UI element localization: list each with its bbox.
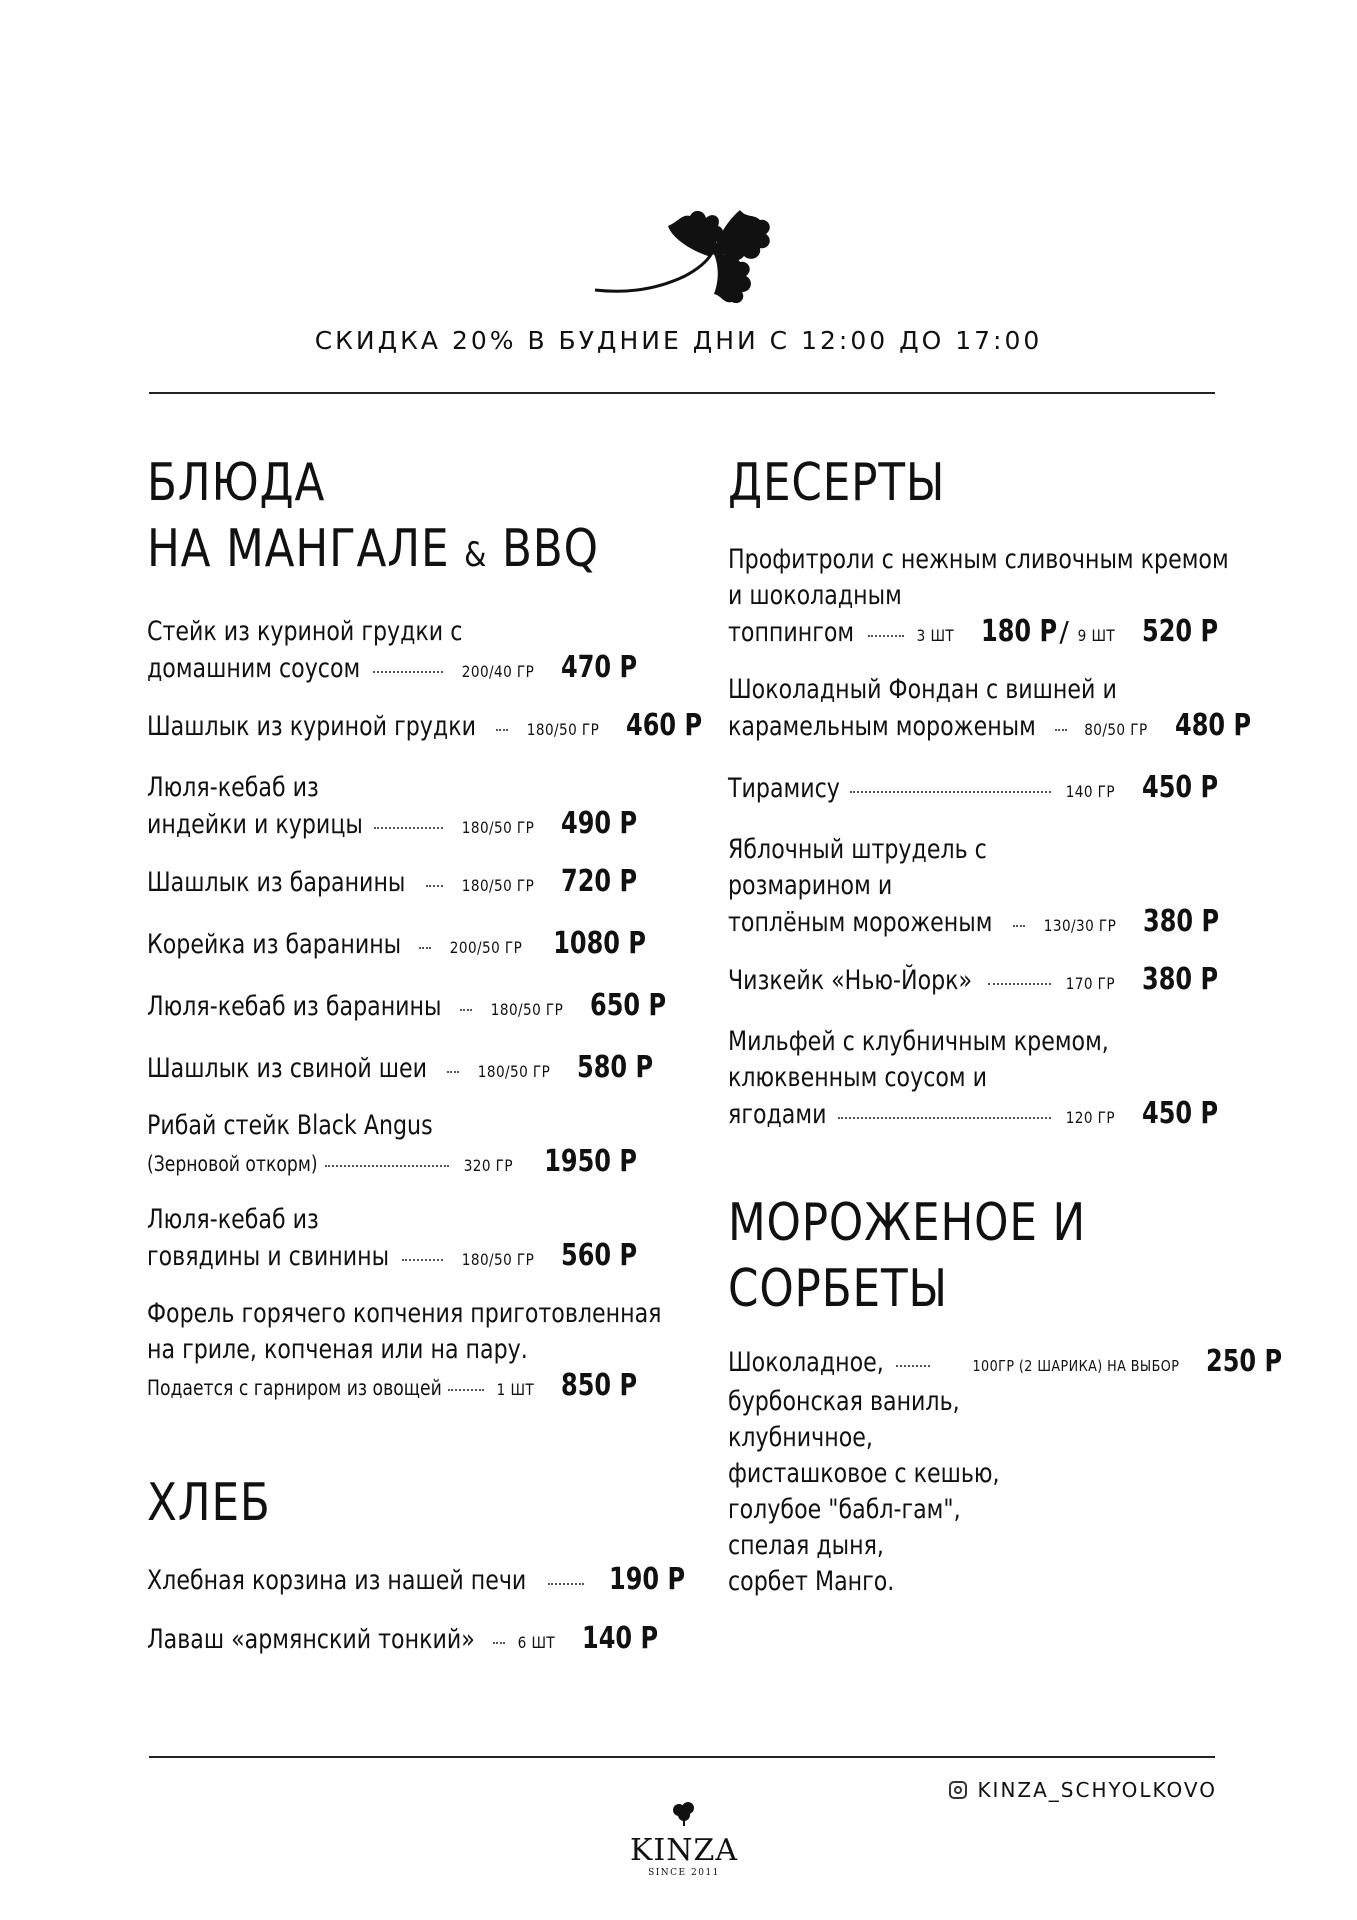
flavor: спелая дыня, — [728, 1530, 884, 1561]
flavor: голубое "бабл-гам", — [728, 1494, 961, 1525]
grill-item: Корейка из баранины 200/50 ГР 1080 Р — [147, 926, 647, 961]
flavor: фисташковое с кешью, — [728, 1458, 1000, 1489]
grill-item-trout: Форель горячего копчения приготовленная на гриле, копченая или на пару. Подается с гарниром из овощей 1 ШТ 850 Р — [147, 1298, 662, 1403]
dessert-item: Профитроли с нежным сливочным кремом и шоколадным топпингом 3 ШТ 180 Р / 9 ШТ 520 Р — [728, 544, 1229, 649]
discount-banner: СКИДКА 20% В БУДНИЕ ДНИ С 12:00 ДО 17:00 — [314, 326, 1043, 355]
grill-item: Люля-кебаб из баранины 180/50 ГР 650 Р — [147, 988, 667, 1023]
price: 490 Р — [560, 806, 637, 841]
grill-item: Шашлык из свиной шеи 180/50 ГР 580 Р — [147, 1050, 653, 1085]
price: 850 Р — [560, 1368, 637, 1403]
grill-section-title: БЛЮДА НА МАНГАЛЕ & BBQ — [147, 453, 599, 579]
grill-item: Люля-кебаб из говядины и свинины 180/50 ГР 560 Р — [147, 1204, 637, 1273]
price: 1080 Р — [553, 926, 647, 961]
bread-item: Хлебная корзина из нашей печи 190 Р — [147, 1562, 685, 1597]
price: 450 Р — [1141, 1096, 1218, 1131]
desserts-section-title: ДЕСЕРТЫ — [728, 453, 946, 513]
price: 470 Р — [560, 650, 637, 685]
price: 460 Р — [626, 708, 703, 743]
icecream-section-title: МОРОЖЕНОЕ И СОРБЕТЫ — [728, 1193, 1087, 1319]
dessert-item: Мильфей с клубничным кремом, клюквенным соусом и ягодами 120 ГР 450 Р — [728, 1026, 1218, 1131]
bread-section-title: ХЛЕБ — [147, 1473, 271, 1533]
bottom-divider — [149, 1756, 1215, 1758]
price: 190 Р — [608, 1562, 685, 1597]
grill-item: Стейк из куриной грудки с домашним соусом 200/40 ГР 470 Р — [147, 616, 637, 685]
dessert-item: Чизкейк «Нью-Йорк» 170 ГР 380 Р — [728, 962, 1218, 997]
left-column — [147, 450, 703, 1661]
instagram-handle[interactable]: KINZA_SCHYOLKOVO — [949, 1778, 1217, 1802]
price: 720 Р — [560, 864, 637, 899]
price: 580 Р — [576, 1050, 653, 1085]
price: 1950 Р — [544, 1144, 637, 1179]
grill-item: Шашлык из куриной грудки 180/50 ГР 460 Р — [147, 708, 703, 743]
cilantro-leaf-icon — [669, 1800, 699, 1826]
dessert-item: Яблочный штрудель с розмарином и топлёным мороженым 130/30 ГР 380 Р — [728, 834, 1219, 939]
grill-item: Рибай стейк Black Angus (Зерновой откорм) 320 ГР 1950 Р — [147, 1110, 637, 1179]
icecream-item: Шоколадное, 100ГР (2 ШАРИКА) НА ВЫБОР 250 Р бурбонская ваниль, клубничное, фисташковое с кешью, голубое "бабл-гам", спелая дыня, сорбет Манго. — [728, 1344, 1218, 1600]
grill-item: Люля-кебаб из индейки и курицы 180/50 ГР 490 Р — [147, 772, 637, 841]
price: 380 Р — [1141, 962, 1218, 997]
kinza-logo: KINZA SINCE 2011 — [629, 1800, 739, 1890]
flavor: сорбет Манго. — [728, 1566, 895, 1597]
flavor: клубничное, — [728, 1422, 873, 1453]
instagram-icon — [949, 1781, 967, 1799]
price: 480 Р — [1175, 708, 1252, 743]
grill-item: Шашлык из баранины 180/50 ГР 720 Р — [147, 864, 637, 899]
dessert-item: Шоколадный Фондан с вишней и карамельным мороженым 80/50 ГР 480 Р — [728, 674, 1252, 743]
price: 520 Р — [1141, 614, 1218, 649]
price: 140 Р — [581, 1621, 658, 1656]
bread-item: Лаваш «армянский тонкий» 6 ШТ 140 Р — [147, 1621, 658, 1656]
price: 650 Р — [590, 988, 667, 1023]
price: 250 Р — [1206, 1344, 1283, 1379]
price: 450 Р — [1141, 770, 1218, 805]
cilantro-leaf-icon — [590, 198, 780, 308]
dessert-item: Тирамису 140 ГР 450 Р — [728, 770, 1218, 805]
price: 560 Р — [560, 1238, 637, 1273]
price: 380 Р — [1142, 904, 1219, 939]
right-column — [728, 450, 1283, 1600]
top-divider — [149, 392, 1215, 394]
flavor: бурбонская ваниль, — [728, 1386, 960, 1417]
price: 180 Р — [981, 614, 1058, 649]
